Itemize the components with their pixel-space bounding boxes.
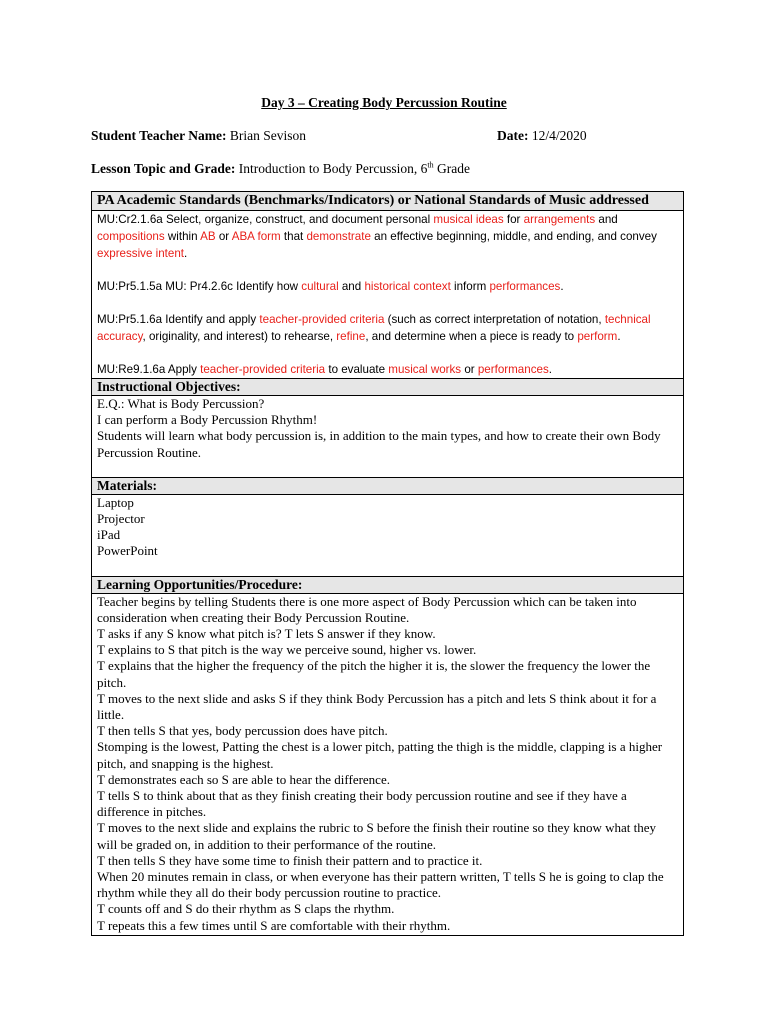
standards-body xyxy=(92,210,683,378)
lesson-date xyxy=(497,128,587,144)
procedure-body xyxy=(92,593,683,935)
material-item: PowerPoint xyxy=(97,543,158,559)
teacher-name xyxy=(91,128,306,144)
procedure-step: Teacher begins by telling Students there is one more aspect of Body Percussion which can be taken into consideration when creating their Body Percussion Routine. xyxy=(97,593,637,625)
objectives-header: Instructional Objectives: xyxy=(92,379,683,395)
procedure-step: T asks if any S know what pitch is? T lets S answer if they know. xyxy=(97,626,436,642)
standard-pr5: MU:Pr5.1.6a Identify and apply teacher-provided criteria (such as correct interpretation of notation, technical accuracy, originality, and interest) to rehearse, refine, and determine when a piece is ready to perform. xyxy=(97,313,651,343)
standard-re9: MU:Re9.1.6a Apply teacher-provided criteria to evaluate musical works or performances. xyxy=(97,363,552,376)
procedure-step: When 20 minutes remain in class, or when everyone has their pattern written, T tells S he is going to clap the rhythm while they all do their body percussion routine to practice. xyxy=(97,869,664,901)
material-item: Laptop xyxy=(97,494,134,510)
topic-value: Introduction to Body Percussion, 6 xyxy=(235,161,428,176)
procedure-header: Learning Opportunities/Procedure: xyxy=(92,577,683,593)
topic-label: Lesson Topic and Grade: xyxy=(91,161,236,176)
objectives-body xyxy=(92,395,683,477)
procedure-step: T explains to S that pitch is the way we perceive sound, higher vs. lower. xyxy=(97,642,477,658)
lesson-plan-table xyxy=(91,191,684,936)
procedure-step: T moves to the next slide and explains the rubric to S before the finish their routine so they know what they will be graded on, in addition to their performance of the routine. xyxy=(97,820,656,852)
standard-cr2: MU:Cr2.1.6a Select, organize, construct, and document personal musical ideas for arrangements and compositions within AB or ABA form that demonstrate an effective beginning, middle, and ending, and convey expressive intent. xyxy=(97,213,657,260)
materials-header: Materials: xyxy=(92,478,683,494)
material-item: iPad xyxy=(97,527,121,543)
teacher-label: Student Teacher Name: xyxy=(91,128,227,143)
topic-tail: Grade xyxy=(433,161,471,176)
procedure-step: T then tells S that yes, body percussion does have pitch. xyxy=(97,723,388,739)
standards-section xyxy=(92,192,683,378)
procedure-step: T then tells S they have some time to finish their pattern and to practice it. xyxy=(97,852,483,868)
lesson-topic xyxy=(91,161,470,177)
standards-header: PA Academic Standards (Benchmarks/Indicators) or National Standards of Music addressed xyxy=(92,192,683,210)
procedure-step: T explains that the higher the frequency of the pitch the higher it is, the slower the frequency the lower the pitch. xyxy=(97,658,651,690)
objective-line: I can perform a Body Percussion Rhythm! xyxy=(97,412,318,428)
objective-line: E.Q.: What is Body Percussion? xyxy=(97,396,265,411)
objective-line: Students will learn what body percussion is, in addition to the main types, and how to create their own Body Percussion Routine. xyxy=(97,428,661,460)
procedure-step: Stomping is the lowest, Patting the chest is a lower pitch, patting the thigh is the middle, clapping is a higher pitch, and snapping is the highest. xyxy=(97,739,663,771)
procedure-step: T tells S to think about that as they finish creating their body percussion routine and see if they have a difference in pitches. xyxy=(97,788,627,820)
procedure-step: T moves to the next slide and asks S if they think Body Percussion has a pitch and lets S think about it for a little. xyxy=(97,690,657,723)
topic-superscript: th xyxy=(427,160,434,170)
teacher-value: Brian Sevison xyxy=(226,128,307,143)
materials-body xyxy=(92,494,683,576)
material-item: Projector xyxy=(97,511,145,527)
date-label: Date: xyxy=(497,128,529,143)
procedure-step: T demonstrates each so S are able to hear the difference. xyxy=(97,771,390,787)
page-title: Day 3 – Creating Body Percussion Routine xyxy=(261,95,507,110)
procedure-section xyxy=(92,576,683,935)
date-value: 12/4/2020 xyxy=(528,128,587,143)
standard-pr4: MU:Pr5.1.5a MU: Pr4.2.6c Identify how cultural and historical context inform performances. xyxy=(97,280,564,293)
materials-section xyxy=(92,477,683,576)
objectives-section xyxy=(92,378,683,477)
procedure-step: T counts off and S do their rhythm as S claps the rhythm. xyxy=(97,901,395,917)
procedure-step: T repeats this a few times until S are comfortable with their rhythm. xyxy=(97,917,451,933)
